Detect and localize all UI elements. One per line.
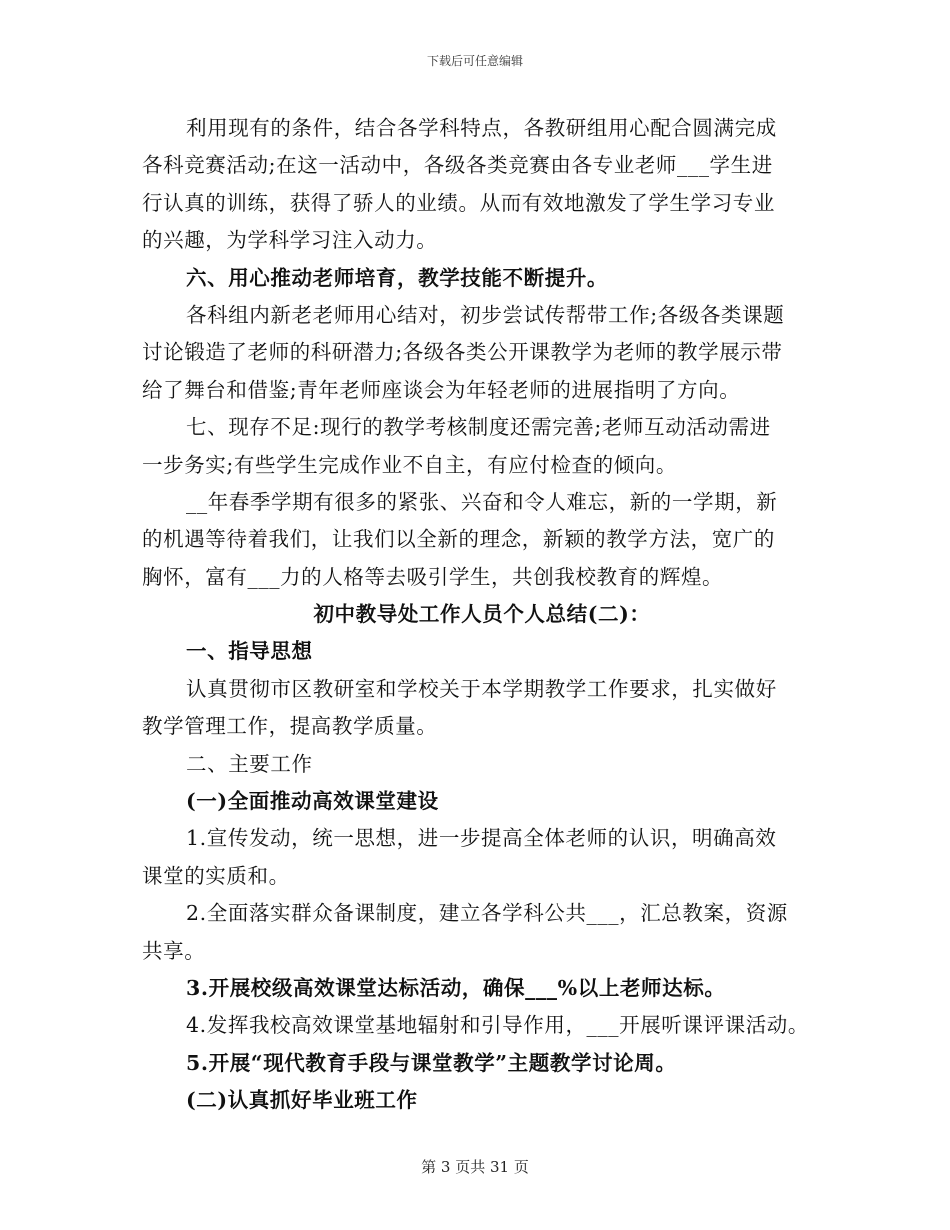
text-line: 4.发挥我校高效课堂基地辐射和引导作用，___开展听课评课活动。 [186, 1013, 810, 1038]
text-line: 5.开展“现代教育手段与课堂教学”主题教学讨论周。 [186, 1050, 677, 1075]
text-line: 胸怀，富有___力的人格等去吸引学生，共创我校教育的辉煌。 [142, 564, 724, 589]
text-line: (二)认真抓好毕业班工作 [186, 1088, 418, 1113]
text-line: 给了舞台和借鉴;青年老师座谈会为年轻老师的进展指明了方向。 [142, 377, 741, 402]
text-line: 六、用心推动老师培育，教学技能不断提升。 [186, 265, 608, 290]
text-line: 3.开展校级高效课堂达标活动，确保___%以上老师达标。 [186, 975, 726, 1000]
text-line: 七、现存不足:现行的教学考核制度还需完善;老师互动活动需进 [186, 415, 771, 440]
text-line: 讨论锻造了老师的科研潜力;各级各类公开课教学为老师的教学展示带 [142, 340, 783, 365]
page-header: 下载后可任意编辑 [426, 54, 523, 68]
text-line: 各科竞赛活动;在这一活动中，各级各类竞赛由各专业老师___学生进 [142, 153, 773, 178]
document-body [142, 110, 822, 1120]
text-line: 的兴趣，为学科学习注入动力。 [142, 228, 438, 253]
text-line: 认真贯彻市区教研室和学校关于本学期教学工作要求，扎实做好 [186, 676, 777, 701]
text-line: 利用现有的条件，结合各学科特点，各教研组用心配合圆满完成 [186, 116, 777, 140]
text-line: 一步务实;有些学生完成作业不自主，有应付检查的倾向。 [142, 452, 678, 477]
text-line: (一)全面推动高效课堂建设 [186, 789, 439, 814]
text-line: 二、主要工作 [186, 751, 313, 776]
text-line: 一、指导思想 [186, 639, 313, 664]
text-line: 教学管理工作，提高教学质量。 [142, 714, 438, 739]
text-line: __年春季学期有很多的紧张、兴奋和令人难忘，新的一学期，新 [186, 489, 778, 514]
text-line: 各科组内新老老师用心结对，初步尝试传帮带工作;各级各类课题 [186, 302, 785, 327]
page-footer: 第 3 页共 31 页 [421, 1158, 529, 1176]
section-title: 初中教导处工作人员个人总结(二)： [313, 602, 651, 627]
text-line: 共享。 [142, 938, 206, 963]
text-line: 2.全面落实群众备课制度，建立各学科公共___，汇总教案，资源 [186, 901, 788, 926]
text-line: 1.宣传发动，统一思想，进一步提高全体老师的认识，明确高效 [186, 826, 777, 851]
text-line: 的机遇等待着我们，让我们以全新的理念，新颖的教学方法，宽广的 [142, 527, 775, 552]
text-line: 行认真的训练，获得了骄人的业绩。从而有效地激发了学生学习专业 [142, 190, 775, 215]
text-line: 课堂的实质和。 [142, 863, 290, 888]
